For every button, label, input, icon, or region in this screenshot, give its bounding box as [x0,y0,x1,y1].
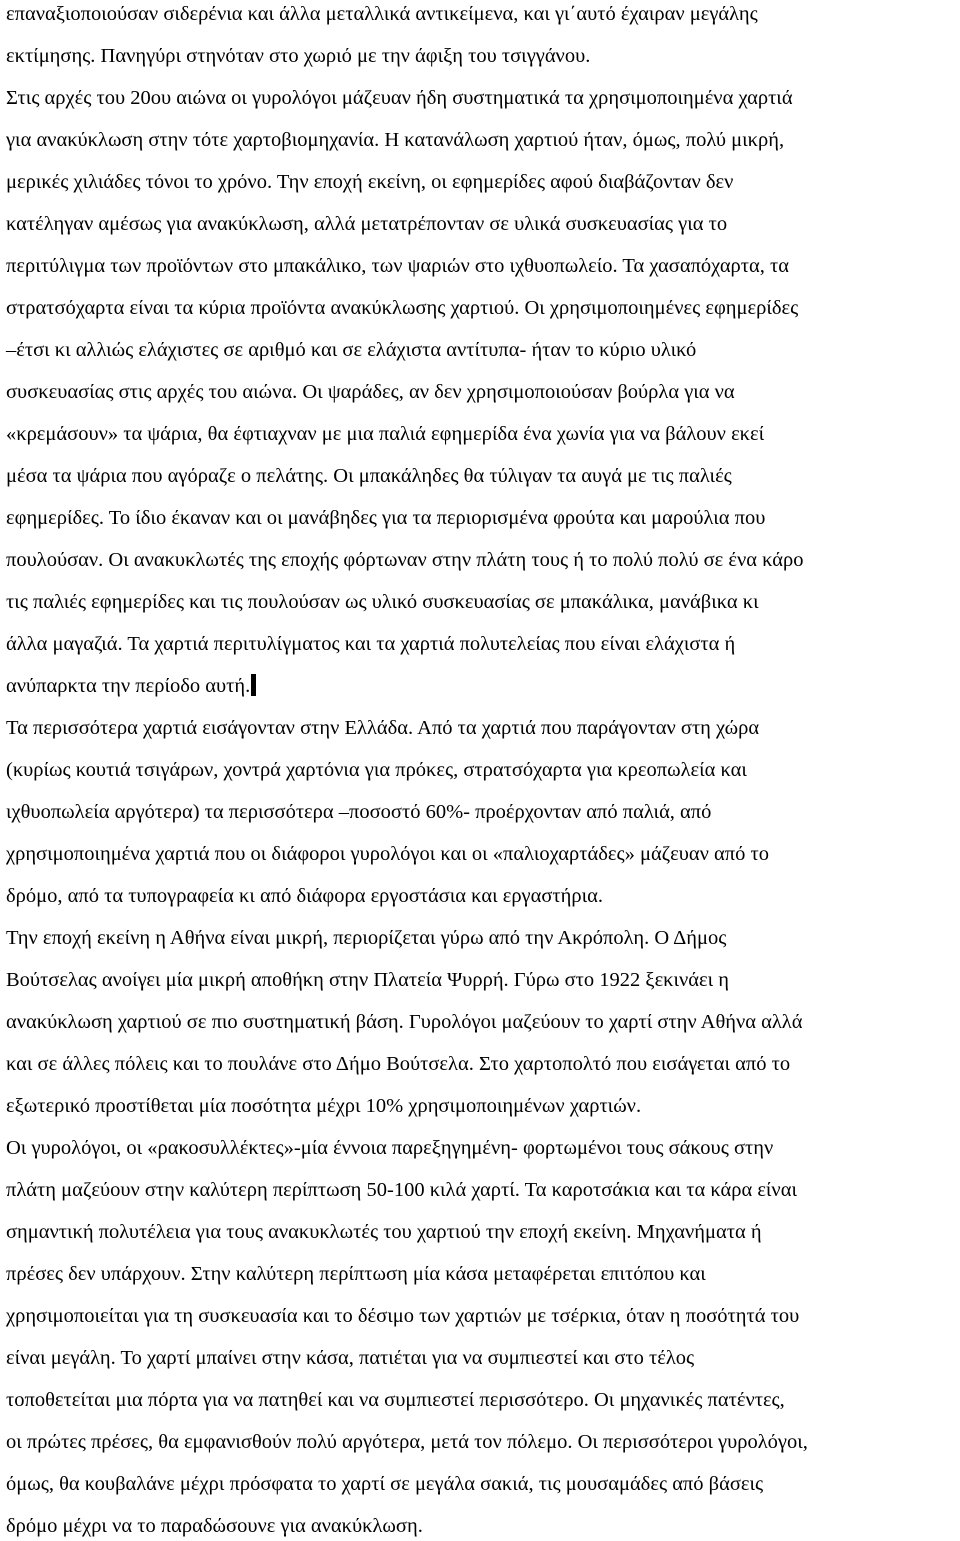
text-line: (κυρίως κουτιά τσιγάρων, χοντρά χαρτόνια για πρόκες, στρατσόχαρτα για κρεοπωλεία και [6,759,747,781]
text-line: Βούτσελας ανοίγει μία μικρή αποθήκη στην Πλατεία Ψυρρή. Γύρω στο 1922 ξεκινάει η [6,969,729,991]
text-line: εφημερίδες. Το ίδιο έκαναν και οι μανάβηδες για τα περιορισμένα φρούτα και μαρούλια που [6,507,766,529]
text-line: οι πρώτες πρέσες, θα εμφανισθούν πολύ αργότερα, μετά τον πόλεμο. Οι περισσότεροι γυρολόγοι, [6,1431,808,1453]
text-line: για ανακύκλωση στην τότε χαρτοβιομηχανία. Η κατανάλωση χαρτιού ήταν, όμως, πολύ μικρή, [6,129,785,151]
text-line: συσκευασίας στις αρχές του αιώνα. Οι ψαράδες, αν δεν χρησιμοποιούσαν βούρλα για να [6,381,735,403]
text-line: εξωτερικό προστίθεται μία ποσότητα μέχρι 10% χρησιμοποιημένων χαρτιών. [6,1095,642,1117]
text-line: «κρεμάσουν» τα ψάρια, θα έφτιαχναν με μια παλιά εφημερίδα ένα χωνία για να βάλουν εκεί [6,423,765,445]
text-line: χρησιμοποιημένα χαρτιά που οι διάφοροι γυρολόγοι και οι «παλιοχαρτάδες» μάζευαν από το [6,843,770,865]
text-line: χρησιμοποιείται για τη συσκευασία και το δέσιμο των χαρτιών με τσέρκια, όταν η ποσότητά του [6,1305,800,1327]
text-line: επαναξιοποιούσαν σιδερένια και άλλα μεταλλικά αντικείμενα, και γι΄αυτό έχαιραν μεγάλης [6,3,758,25]
text-line: περιτύλιγμα των προϊόντων στο μπακάλικο, των ψαριών στο ιχθυοπωλείο. Τα χασαπόχαρτα, τα [6,255,789,277]
text-line: τις παλιές εφημερίδες και τις πουλούσαν ως υλικό συσκευασίας σε μπακάλικα, μανάβικα κι [6,591,759,613]
text-line: όμως, θα κουβαλάνε μέχρι πρόσφατα το χαρτί σε μεγάλα σακιά, τις μουσαμάδες από βάσεις [6,1473,764,1495]
text-line: Τα περισσότερα χαρτιά εισάγονταν στην Ελλάδα. Από τα χαρτιά που παράγονταν στη χώρα [6,717,760,739]
text-line: –έτσι κι αλλιώς ελάχιστες σε αριθμό και σε ελάχιστα αντίτυπα- ήταν το κύριο υλικό [6,339,697,361]
text-line: Στις αρχές του 20ου αιώνα οι γυρολόγοι μάζευαν ήδη συστηματικά τα χρησιμοποιημένα χαρτιά [6,87,793,109]
text-line: δρόμο, από τα τυπογραφεία κι από διάφορα εργοστάσια και εργαστήρια. [6,885,603,907]
text-line: πρέσες δεν υπάρχουν. Στην καλύτερη περίπτωση μία κάσα μεταφέρεται επιτόπου και [6,1263,706,1285]
text-line: εκτίμησης. Πανηγύρι στηνόταν στο χωριό με την άφιξη του τσιγγάνου. [6,45,591,67]
text-cursor-mark [251,674,256,696]
text-line: ανακύκλωση χαρτιού σε πιο συστηματική βάση. Γυρολόγοι μαζεύουν το χαρτί στην Αθήνα αλλά [6,1011,803,1033]
text-line: Την εποχή εκείνη η Αθήνα είναι μικρή, περιορίζεται γύρω από την Ακρόπολη. Ο Δήμος [6,927,727,949]
text-line: κατέληγαν αμέσως για ανακύκλωση, αλλά μετατρέπονταν σε υλικά συσκευασίας για το [6,213,728,235]
text-line-content: ανύπαρκτα την περίοδο αυτή. [6,675,251,697]
text-line: Οι γυρολόγοι, οι «ρακοσυλλέκτες»-μία έννοια παρεξηγημένη- φορτωμένοι τους σάκους στην [6,1137,774,1159]
text-line [6,674,960,698]
text-line: τοποθετείται μια πόρτα για να πατηθεί και να συμπιεστεί περισσότερο. Οι μηχανικές πατέντες, [6,1389,785,1411]
text-line: δρόμο μέχρι να το παραδώσουνε για ανακύκλωση. [6,1515,423,1537]
text-line: μερικές χιλιάδες τόνοι το χρόνο. Την εποχή εκείνη, οι εφημερίδες αφού διαβάζονταν δεν [6,171,734,193]
text-line: ιχθυοπωλεία αργότερα) τα περισσότερα –ποσοστό 60%- προέρχονταν από παλιά, από [6,801,712,823]
text-line: πουλούσαν. Οι ανακυκλωτές της εποχής φόρτωναν στην πλάτη τους ή το πολύ πολύ σε ένα κάρο [6,549,804,571]
text-line: στρατσόχαρτα είναι τα κύρια προϊόντα ανακύκλωσης χαρτιού. Οι χρησιμοποιημένες εφημερίδες [6,297,799,319]
text-line: είναι μεγάλη. Το χαρτί μπαίνει στην κάσα, πατιέται για να συμπιεστεί και στο τέλος [6,1347,695,1369]
text-line: μέσα τα ψάρια που αγόραζε ο πελάτης. Οι μπακάληδες θα τύλιγαν τα αυγά με τις παλιές [6,465,732,487]
text-line: άλλα μαγαζιά. Τα χαρτιά περιτυλίγματος και τα χαρτιά πολυτελείας που είναι ελάχιστα ή [6,633,736,655]
text-line: και σε άλλες πόλεις και το πουλάνε στο Δήμο Βούτσελα. Στο χαρτοπολτό που εισάγεται από το [6,1053,791,1075]
text-line: πλάτη μαζεύουν στην καλύτερη περίπτωση 50-100 κιλά χαρτί. Τα καροτσάκια και τα κάρα είναι [6,1179,797,1201]
text-line: σημαντική πολυτέλεια για τους ανακυκλωτές του χαρτιού την εποχή εκείνη. Μηχανήματα ή [6,1221,762,1243]
